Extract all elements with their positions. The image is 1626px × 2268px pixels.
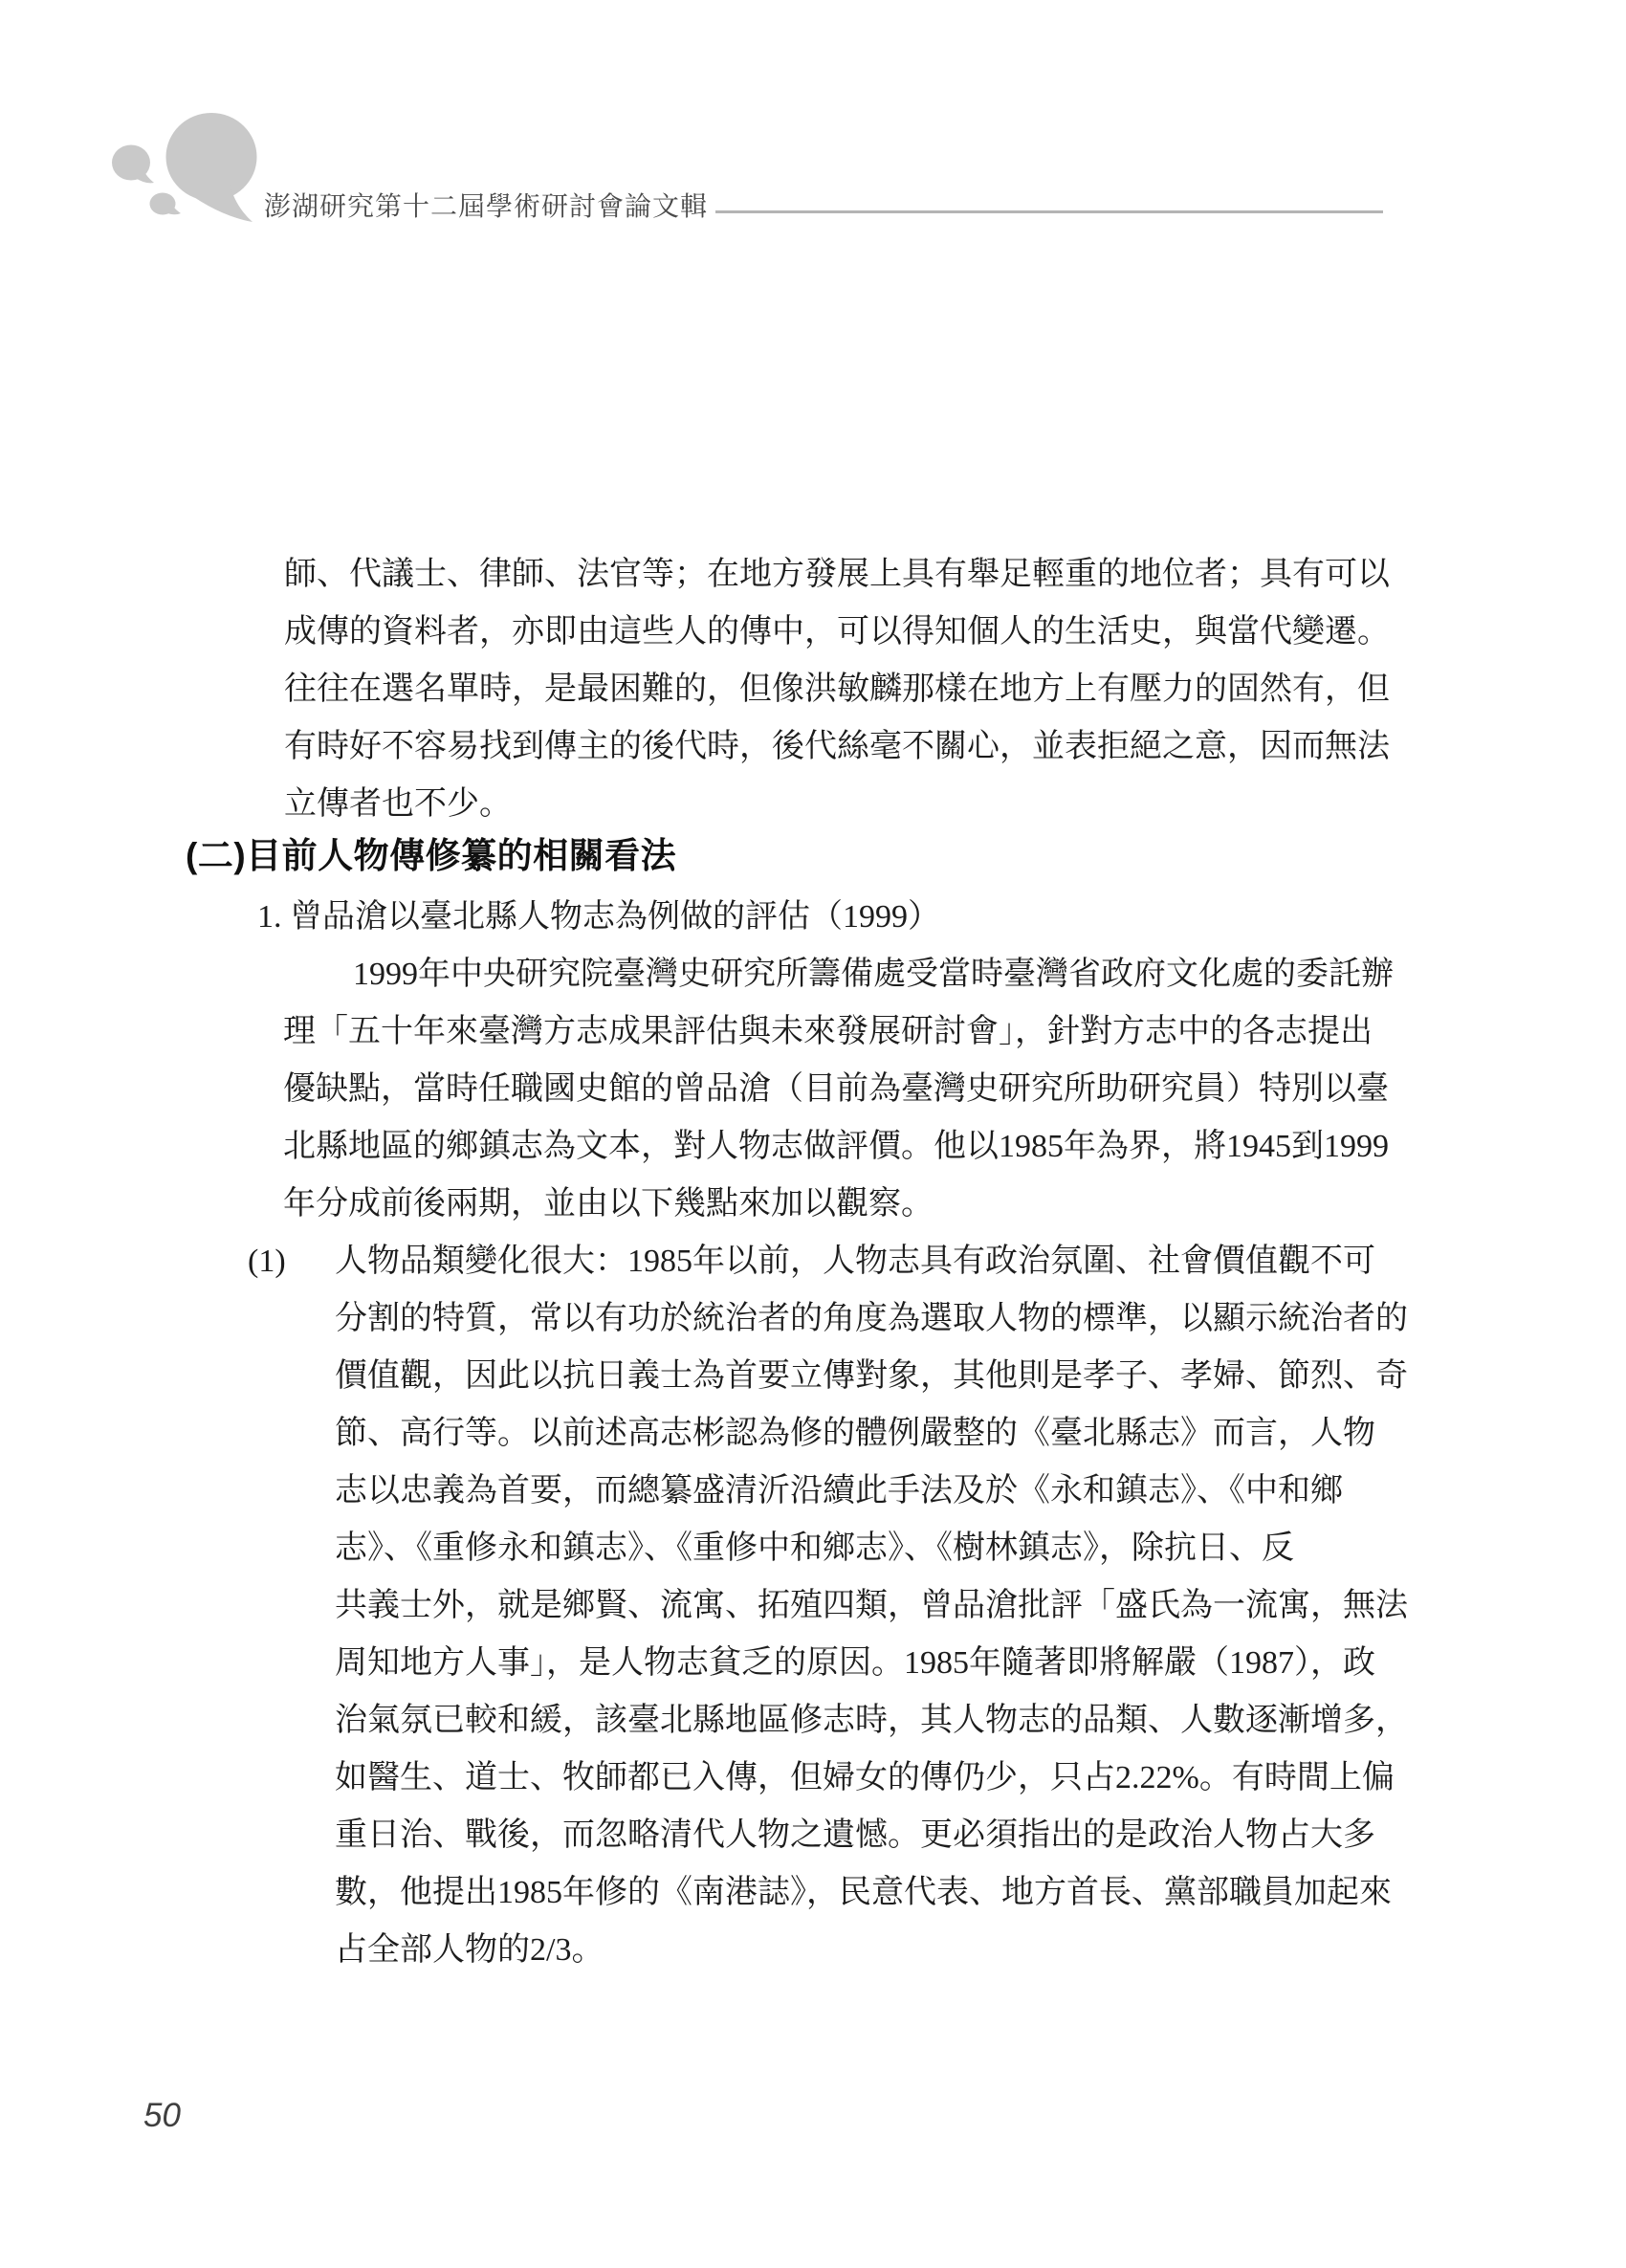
body-line: 分割的特質，常以有功於統治者的角度為選取人物的標準，以顯示統治者的 bbox=[335, 1301, 1408, 1336]
body-line: 重日治、戰後，而忽略清代人物之遺憾。更必須指出的是政治人物占大多 bbox=[335, 1817, 1375, 1853]
body-line: 成傳的資料者，亦即由這些人的傳中，可以得知個人的生活史，與當代變遷。 bbox=[284, 614, 1390, 650]
speech-bubble-logo bbox=[86, 96, 277, 239]
body-line: 志》、《重修永和鎮志》、《重修中和鄉志》、《樹林鎮志》，除抗日、反 bbox=[335, 1530, 1294, 1566]
numbered-item: 1. 曾品滄以臺北縣人物志為例做的評估（1999） bbox=[257, 899, 940, 935]
body-line: 1999年中央研究院臺灣史研究所籌備處受當時臺灣省政府文化處的委託辦 bbox=[353, 957, 1394, 992]
body-line: 立傳者也不少。 bbox=[284, 786, 512, 822]
header-rule bbox=[715, 210, 1383, 213]
page-number: 50 bbox=[143, 2097, 181, 2134]
section-heading: (二)目前人物傳修纂的相關看法 bbox=[186, 836, 677, 875]
body-line: 周知地方人事」，是人物志貧乏的原因。1985年隨著即將解嚴（1987），政 bbox=[335, 1645, 1375, 1681]
body-line: 如醫生、道士、牧師都已入傳，但婦女的傳仍少，只占2.22%。有時間上偏 bbox=[335, 1760, 1395, 1795]
body-line: 價值觀，因此以抗日義士為首要立傳對象，其他則是孝子、孝婦、節烈、奇 bbox=[335, 1358, 1408, 1394]
body-line: 節、高行等。以前述高志彬認為修的體例嚴整的《臺北縣志》而言，人物 bbox=[335, 1416, 1375, 1451]
body-line: 優缺點，當時任職國史館的曾品滄（目前為臺灣史研究所助研究員）特別以臺 bbox=[283, 1071, 1389, 1107]
body-line: 共義士外，就是鄉賢、流寓、拓殖四類，曾品滄批評「盛氏為一流寓，無法 bbox=[335, 1588, 1408, 1623]
body-line: 年分成前後兩期，並由以下幾點來加以觀察。 bbox=[283, 1186, 934, 1222]
body-line: 北縣地區的鄉鎮志為文本，對人物志做評價。他以1985年為界，將1945到1999 bbox=[283, 1129, 1389, 1164]
list-marker: (1) bbox=[248, 1244, 286, 1279]
body-line: 數，他提出1985年修的《南港誌》，民意代表、地方首長、黨部職員加起來 bbox=[335, 1875, 1392, 1910]
body-line: 人物品類變化很大：1985年以前，人物志具有政治氛圍、社會價值觀不可 bbox=[335, 1244, 1375, 1279]
body-line: 理「五十年來臺灣方志成果評估與未來發展研討會」，針對方志中的各志提出 bbox=[283, 1014, 1373, 1049]
body-line: 往往在選名單時，是最困難的，但像洪敏麟那樣在地方上有壓力的固然有，但 bbox=[284, 672, 1390, 707]
body-line: 志以忠義為首要，而總纂盛清沂沿續此手法及於《永和鎮志》、《中和鄉 bbox=[335, 1473, 1343, 1508]
body-line: 有時好不容易找到傳主的後代時，後代絲毫不關心，並表拒絕之意，因而無法 bbox=[284, 729, 1390, 764]
body-line: 師、代議士、律師、法官等；在地方發展上具有舉足輕重的地位者；具有可以 bbox=[284, 557, 1390, 592]
body-line: 治氣氛已較和緩，該臺北縣地區修志時，其人物志的品類、人數逐漸增多， bbox=[335, 1703, 1408, 1738]
body-line: 占全部人物的2/3。 bbox=[335, 1932, 604, 1968]
header-title: 澎湖研究第十二屆學術研討會論文輯 bbox=[264, 191, 709, 221]
